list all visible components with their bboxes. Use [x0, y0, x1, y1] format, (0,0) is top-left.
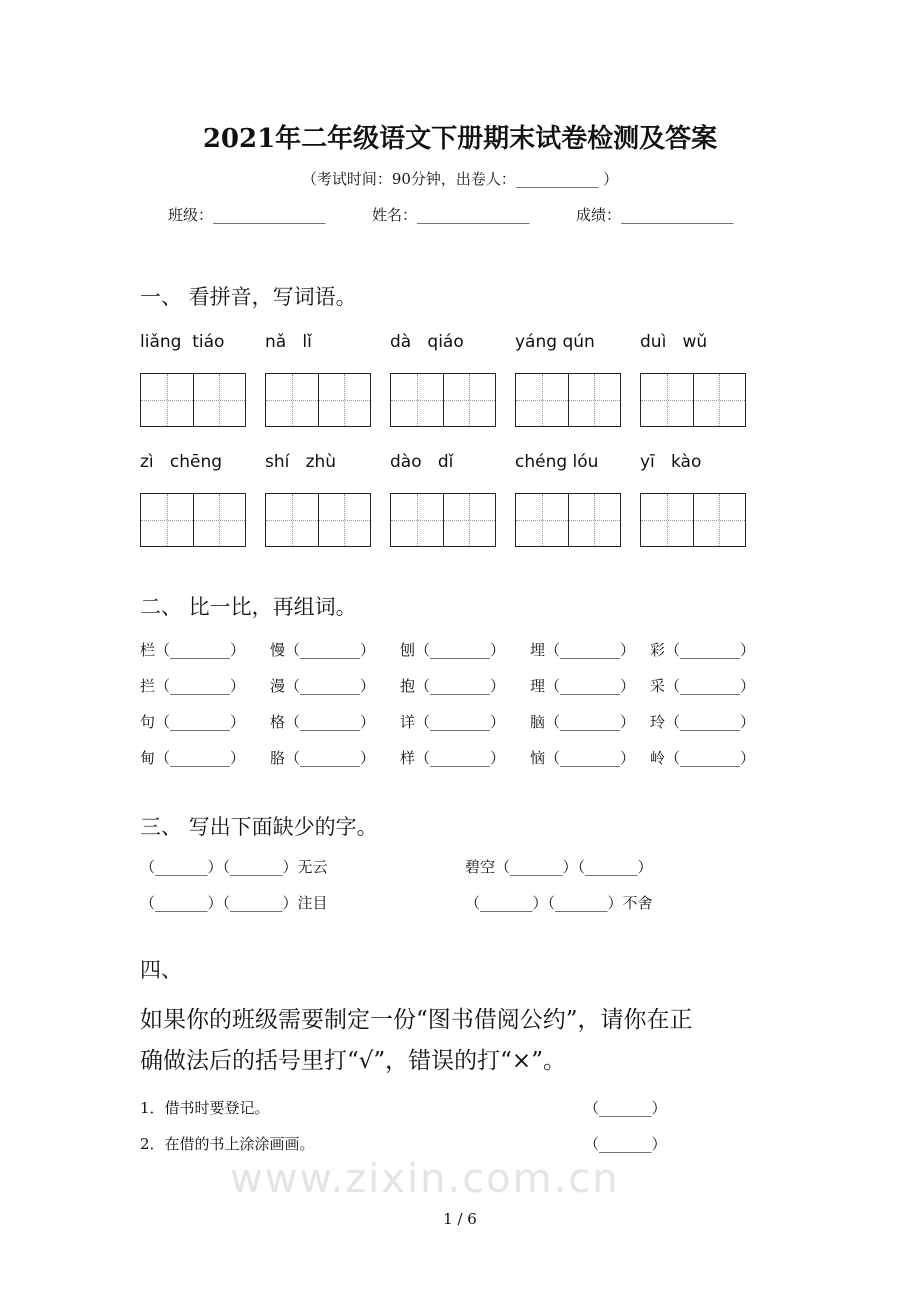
word-pair-item: 样（________）	[400, 749, 506, 767]
word-pair-item: 格（________）	[270, 713, 376, 731]
idiom-blank: （_______）（_______）无云	[140, 858, 328, 876]
name-field: 姓名：_______________	[372, 206, 530, 224]
section-4-heading: 四、	[140, 958, 182, 982]
idiom-blank: 碧空（_______）（_______）	[465, 858, 653, 876]
writing-grid[interactable]	[640, 373, 746, 427]
pinyin-label: chéng lóu	[515, 452, 599, 472]
section-1-heading: 一、 看拼音，写词语。	[140, 285, 357, 309]
section-3-heading: 三、 写出下面缺少的字。	[140, 815, 378, 839]
writing-grid[interactable]	[265, 493, 371, 547]
word-pair-item: 埋（________）	[530, 641, 636, 659]
word-pair-item: 漫（________）	[270, 677, 376, 695]
score-field: 成绩：_______________	[576, 206, 734, 224]
word-pair-item: 彩（________）	[650, 641, 756, 659]
word-pair-item: 岭（________）	[650, 749, 756, 767]
judge-item-text: 1．借书时要登记。	[140, 1099, 270, 1117]
grid-cell[interactable]	[516, 374, 569, 426]
pinyin-label: yī kào	[640, 452, 702, 472]
grid-cell[interactable]	[319, 494, 371, 546]
word-pair-item: 胳（________）	[270, 749, 376, 767]
pinyin-label: shí zhù	[265, 452, 337, 472]
page-title: 2021年二年级语文下册期末试卷检测及答案	[202, 124, 718, 154]
grid-cell[interactable]	[194, 374, 246, 426]
section-2-heading: 二、 比一比，再组词。	[140, 595, 357, 619]
grid-cell[interactable]	[391, 374, 444, 426]
grid-cell[interactable]	[569, 374, 621, 426]
judge-answer-blank: （_______）	[584, 1099, 667, 1117]
grid-cell[interactable]	[319, 374, 371, 426]
pinyin-label: dà qiáo	[390, 332, 464, 352]
grid-cell[interactable]	[194, 494, 246, 546]
word-pair-item: 栏（________）	[140, 641, 246, 659]
word-pair-item: 详（________）	[400, 713, 506, 731]
pinyin-label: yáng qún	[515, 332, 595, 352]
grid-cell[interactable]	[694, 374, 746, 426]
word-pair-item: 甸（________）	[140, 749, 246, 767]
pinyin-label: zì chēng	[140, 452, 223, 472]
writing-grid[interactable]	[515, 373, 621, 427]
writing-grid[interactable]	[140, 373, 246, 427]
grid-cell[interactable]	[516, 494, 569, 546]
word-pair-item: 采（________）	[650, 677, 756, 695]
word-pair-item: 慢（________）	[270, 641, 376, 659]
grid-cell[interactable]	[266, 494, 319, 546]
grid-cell[interactable]	[694, 494, 746, 546]
grid-cell[interactable]	[444, 494, 496, 546]
judge-item-text: 2．在借的书上涂涂画画。	[140, 1135, 315, 1153]
word-pair-item: 脑（________）	[530, 713, 636, 731]
page-number: 1 / 6	[443, 1210, 477, 1228]
writing-grid[interactable]	[390, 493, 496, 547]
grid-cell[interactable]	[266, 374, 319, 426]
pinyin-label: dào dǐ	[390, 452, 454, 472]
section-4-instruction-1: 如果你的班级需要制定一份“图书借阅公约”，请你在正	[140, 1007, 693, 1033]
pinyin-label: liǎng tiáo	[140, 332, 225, 352]
grid-cell[interactable]	[641, 374, 694, 426]
watermark: www.zixin.com.cn	[230, 1156, 620, 1202]
pinyin-label: nǎ lǐ	[265, 332, 312, 352]
writing-grid[interactable]	[140, 493, 246, 547]
writing-grid[interactable]	[390, 373, 496, 427]
word-pair-item: 刨（________）	[400, 641, 506, 659]
pinyin-label: duì wǔ	[640, 332, 708, 352]
exam-subtitle: （考试时间：90分钟，出卷人：___________ ）	[301, 170, 619, 188]
word-pair-item: 恼（________）	[530, 749, 636, 767]
grid-cell[interactable]	[141, 494, 194, 546]
word-pair-item: 拦（________）	[140, 677, 246, 695]
judge-answer-blank: （_______）	[584, 1135, 667, 1153]
grid-cell[interactable]	[444, 374, 496, 426]
writing-grid[interactable]	[515, 493, 621, 547]
word-pair-item: 句（________）	[140, 713, 246, 731]
writing-grid[interactable]	[640, 493, 746, 547]
section-4-instruction-2: 确做法后的括号里打“√”，错误的打“×”。	[140, 1048, 566, 1074]
grid-cell[interactable]	[141, 374, 194, 426]
grid-cell[interactable]	[391, 494, 444, 546]
idiom-blank: （_______）（_______）不舍	[465, 894, 653, 912]
writing-grid[interactable]	[265, 373, 371, 427]
idiom-blank: （_______）（_______）注目	[140, 894, 328, 912]
class-field: 班级：_______________	[168, 206, 326, 224]
grid-cell[interactable]	[641, 494, 694, 546]
word-pair-item: 玲（________）	[650, 713, 756, 731]
word-pair-item: 抱（________）	[400, 677, 506, 695]
grid-cell[interactable]	[569, 494, 621, 546]
word-pair-item: 理（________）	[530, 677, 636, 695]
